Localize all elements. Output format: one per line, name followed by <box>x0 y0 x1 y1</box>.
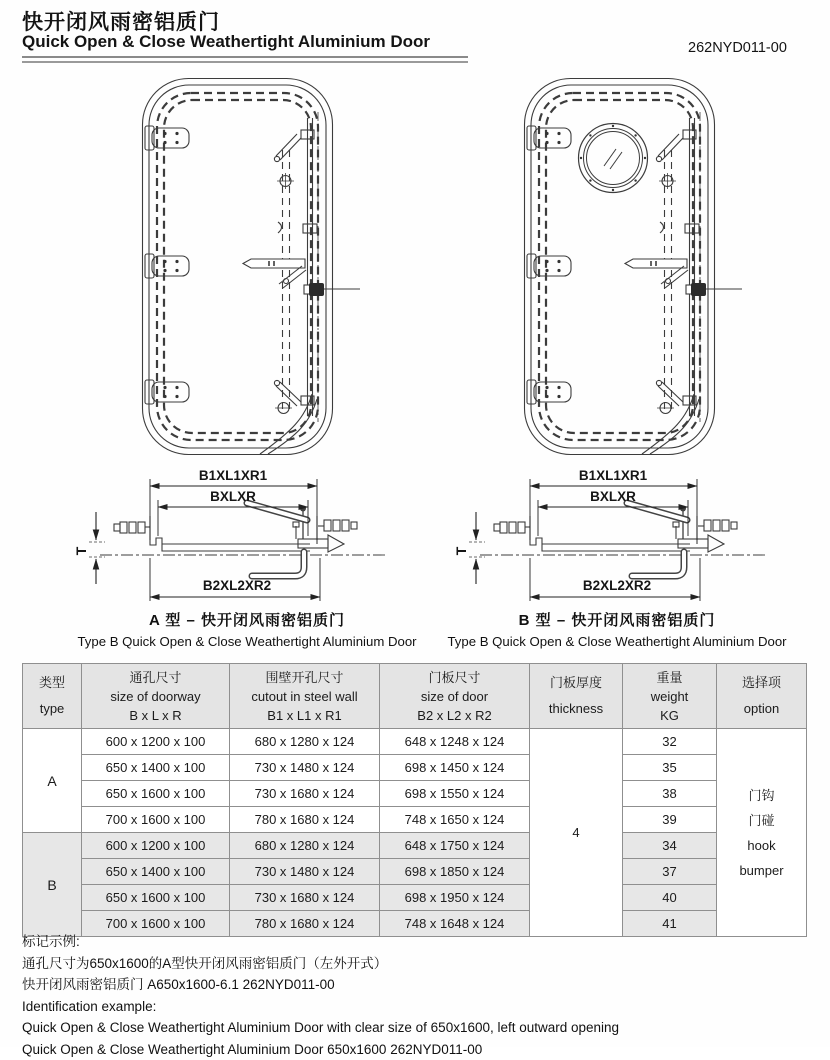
door-size-cell: 698 x 1850 x 124 <box>380 859 530 885</box>
door-size-cell: 648 x 1248 x 124 <box>380 729 530 755</box>
dim-label-doorplate-b: B2XL2XR2 <box>583 578 651 593</box>
dim-label-doorplate-a: B2XL2XR2 <box>203 578 271 593</box>
dim-label-cutout-a: B1XL1XR1 <box>199 468 268 483</box>
dim-label-thickness-b: T <box>453 546 469 555</box>
type-b-caption-zh: B 型 – 快开闭风雨密铝质门 <box>519 611 716 629</box>
cutout-cell: 730 x 1480 x 124 <box>230 755 380 781</box>
spec-table <box>22 663 807 937</box>
doorway-cell: 600 x 1200 x 100 <box>82 729 230 755</box>
door-size-cell: 748 x 1648 x 124 <box>380 911 530 937</box>
table-row <box>23 807 807 833</box>
type-a-door-elevation <box>143 79 361 455</box>
cutout-cell: 730 x 1480 x 124 <box>230 859 380 885</box>
weight-cell: 34 <box>623 833 717 859</box>
dim-label-thickness-a: T <box>73 546 89 555</box>
col-header-doorway: 通孔尺寸 size of doorway B x L x R <box>82 664 230 729</box>
option-cell <box>717 729 807 937</box>
cutout-cell: 780 x 1680 x 124 <box>230 807 380 833</box>
cutout-cell: 730 x 1680 x 124 <box>230 781 380 807</box>
type-b-door-elevation <box>525 79 743 455</box>
option-line: 门钩 <box>717 783 806 808</box>
porthole-window <box>579 124 648 193</box>
doorway-cell: 700 x 1600 x 100 <box>82 807 230 833</box>
col-header-door-size: 门板尺寸 size of door B2 x L2 x R2 <box>380 664 530 729</box>
note-line2-en: Quick Open & Close Weathertight Aluminium Door 650x1600 262NYD011-00 <box>22 1039 619 1060</box>
table-row <box>23 859 807 885</box>
drawing-number: 262NYD011-00 <box>688 40 787 56</box>
weight-cell: 35 <box>623 755 717 781</box>
type-b-cross-section <box>469 503 765 584</box>
cutout-cell: 780 x 1680 x 124 <box>230 911 380 937</box>
table-row <box>23 781 807 807</box>
dim-label-cutout-b: B1XL1XR1 <box>579 468 648 483</box>
cutout-cell: 680 x 1280 x 124 <box>230 729 380 755</box>
type-a-cross-section <box>89 503 385 584</box>
option-line: 门碰 <box>717 808 806 833</box>
col-header-thickness: 门板厚度 thickness <box>530 664 623 729</box>
identification-example <box>22 931 619 1060</box>
table-header-row <box>23 664 807 729</box>
note-line1-en: Quick Open & Close Weathertight Aluminium Door with clear size of 650x1600, left outward opening <box>22 1017 619 1039</box>
note-label-en: Identification example: <box>22 996 619 1018</box>
doorway-cell: 650 x 1600 x 100 <box>82 781 230 807</box>
col-header-type: 类型 type <box>23 664 82 729</box>
table-row <box>23 729 807 755</box>
note-label-zh: 标记示例: <box>22 931 619 953</box>
doorway-cell: 600 x 1200 x 100 <box>82 833 230 859</box>
table-row <box>23 755 807 781</box>
weight-cell: 39 <box>623 807 717 833</box>
col-header-cutout: 围壁开孔尺寸 cutout in steel wall B1 x L1 x R1 <box>230 664 380 729</box>
note-line1-zh: 通孔尺寸为650x1600的A型快开闭风雨密铝质门（左外开式） <box>22 953 619 975</box>
table-row <box>23 885 807 911</box>
thickness-cell: 4 <box>530 729 623 937</box>
doorway-cell: 650 x 1400 x 100 <box>82 755 230 781</box>
weight-cell: 32 <box>623 729 717 755</box>
col-header-weight: 重量 weight KG <box>623 664 717 729</box>
option-line: bumper <box>717 858 806 883</box>
doorway-cell: 700 x 1600 x 100 <box>82 911 230 937</box>
page-title-en: Quick Open & Close Weathertight Aluminium Door <box>22 32 430 52</box>
door-size-cell: 648 x 1750 x 124 <box>380 833 530 859</box>
door-size-cell: 698 x 1550 x 124 <box>380 781 530 807</box>
note-line2-zh: 快开闭风雨密铝质门 A650x1600-6.1 262NYD011-00 <box>22 974 619 996</box>
col-header-option: 选择项 option <box>717 664 807 729</box>
weight-cell: 38 <box>623 781 717 807</box>
type-cell: B <box>23 833 82 937</box>
weight-cell: 41 <box>623 911 717 937</box>
table-row <box>23 833 807 859</box>
doorway-cell: 650 x 1400 x 100 <box>82 859 230 885</box>
cutout-cell: 680 x 1280 x 124 <box>230 833 380 859</box>
page-title-zh: 快开闭风雨密铝质门 <box>22 6 220 36</box>
type-cell: A <box>23 729 82 833</box>
type-a-caption-zh: A 型 – 快开闭风雨密铝质门 <box>149 611 345 629</box>
doorway-cell: 650 x 1600 x 100 <box>82 885 230 911</box>
type-a-caption-en: Type B Quick Open & Close Weathertight Aluminium Door <box>77 634 417 649</box>
type-b-caption-en: Type B Quick Open & Close Weathertight Aluminium Door <box>447 634 787 649</box>
option-line: hook <box>717 833 806 858</box>
door-size-cell: 698 x 1450 x 124 <box>380 755 530 781</box>
dim-label-doorway-a: BXLXR <box>210 489 256 504</box>
cutout-cell: 730 x 1680 x 124 <box>230 885 380 911</box>
dim-label-doorway-b: BXLXR <box>590 489 636 504</box>
door-size-cell: 748 x 1650 x 124 <box>380 807 530 833</box>
door-size-cell: 698 x 1950 x 124 <box>380 885 530 911</box>
weight-cell: 40 <box>623 885 717 911</box>
weight-cell: 37 <box>623 859 717 885</box>
